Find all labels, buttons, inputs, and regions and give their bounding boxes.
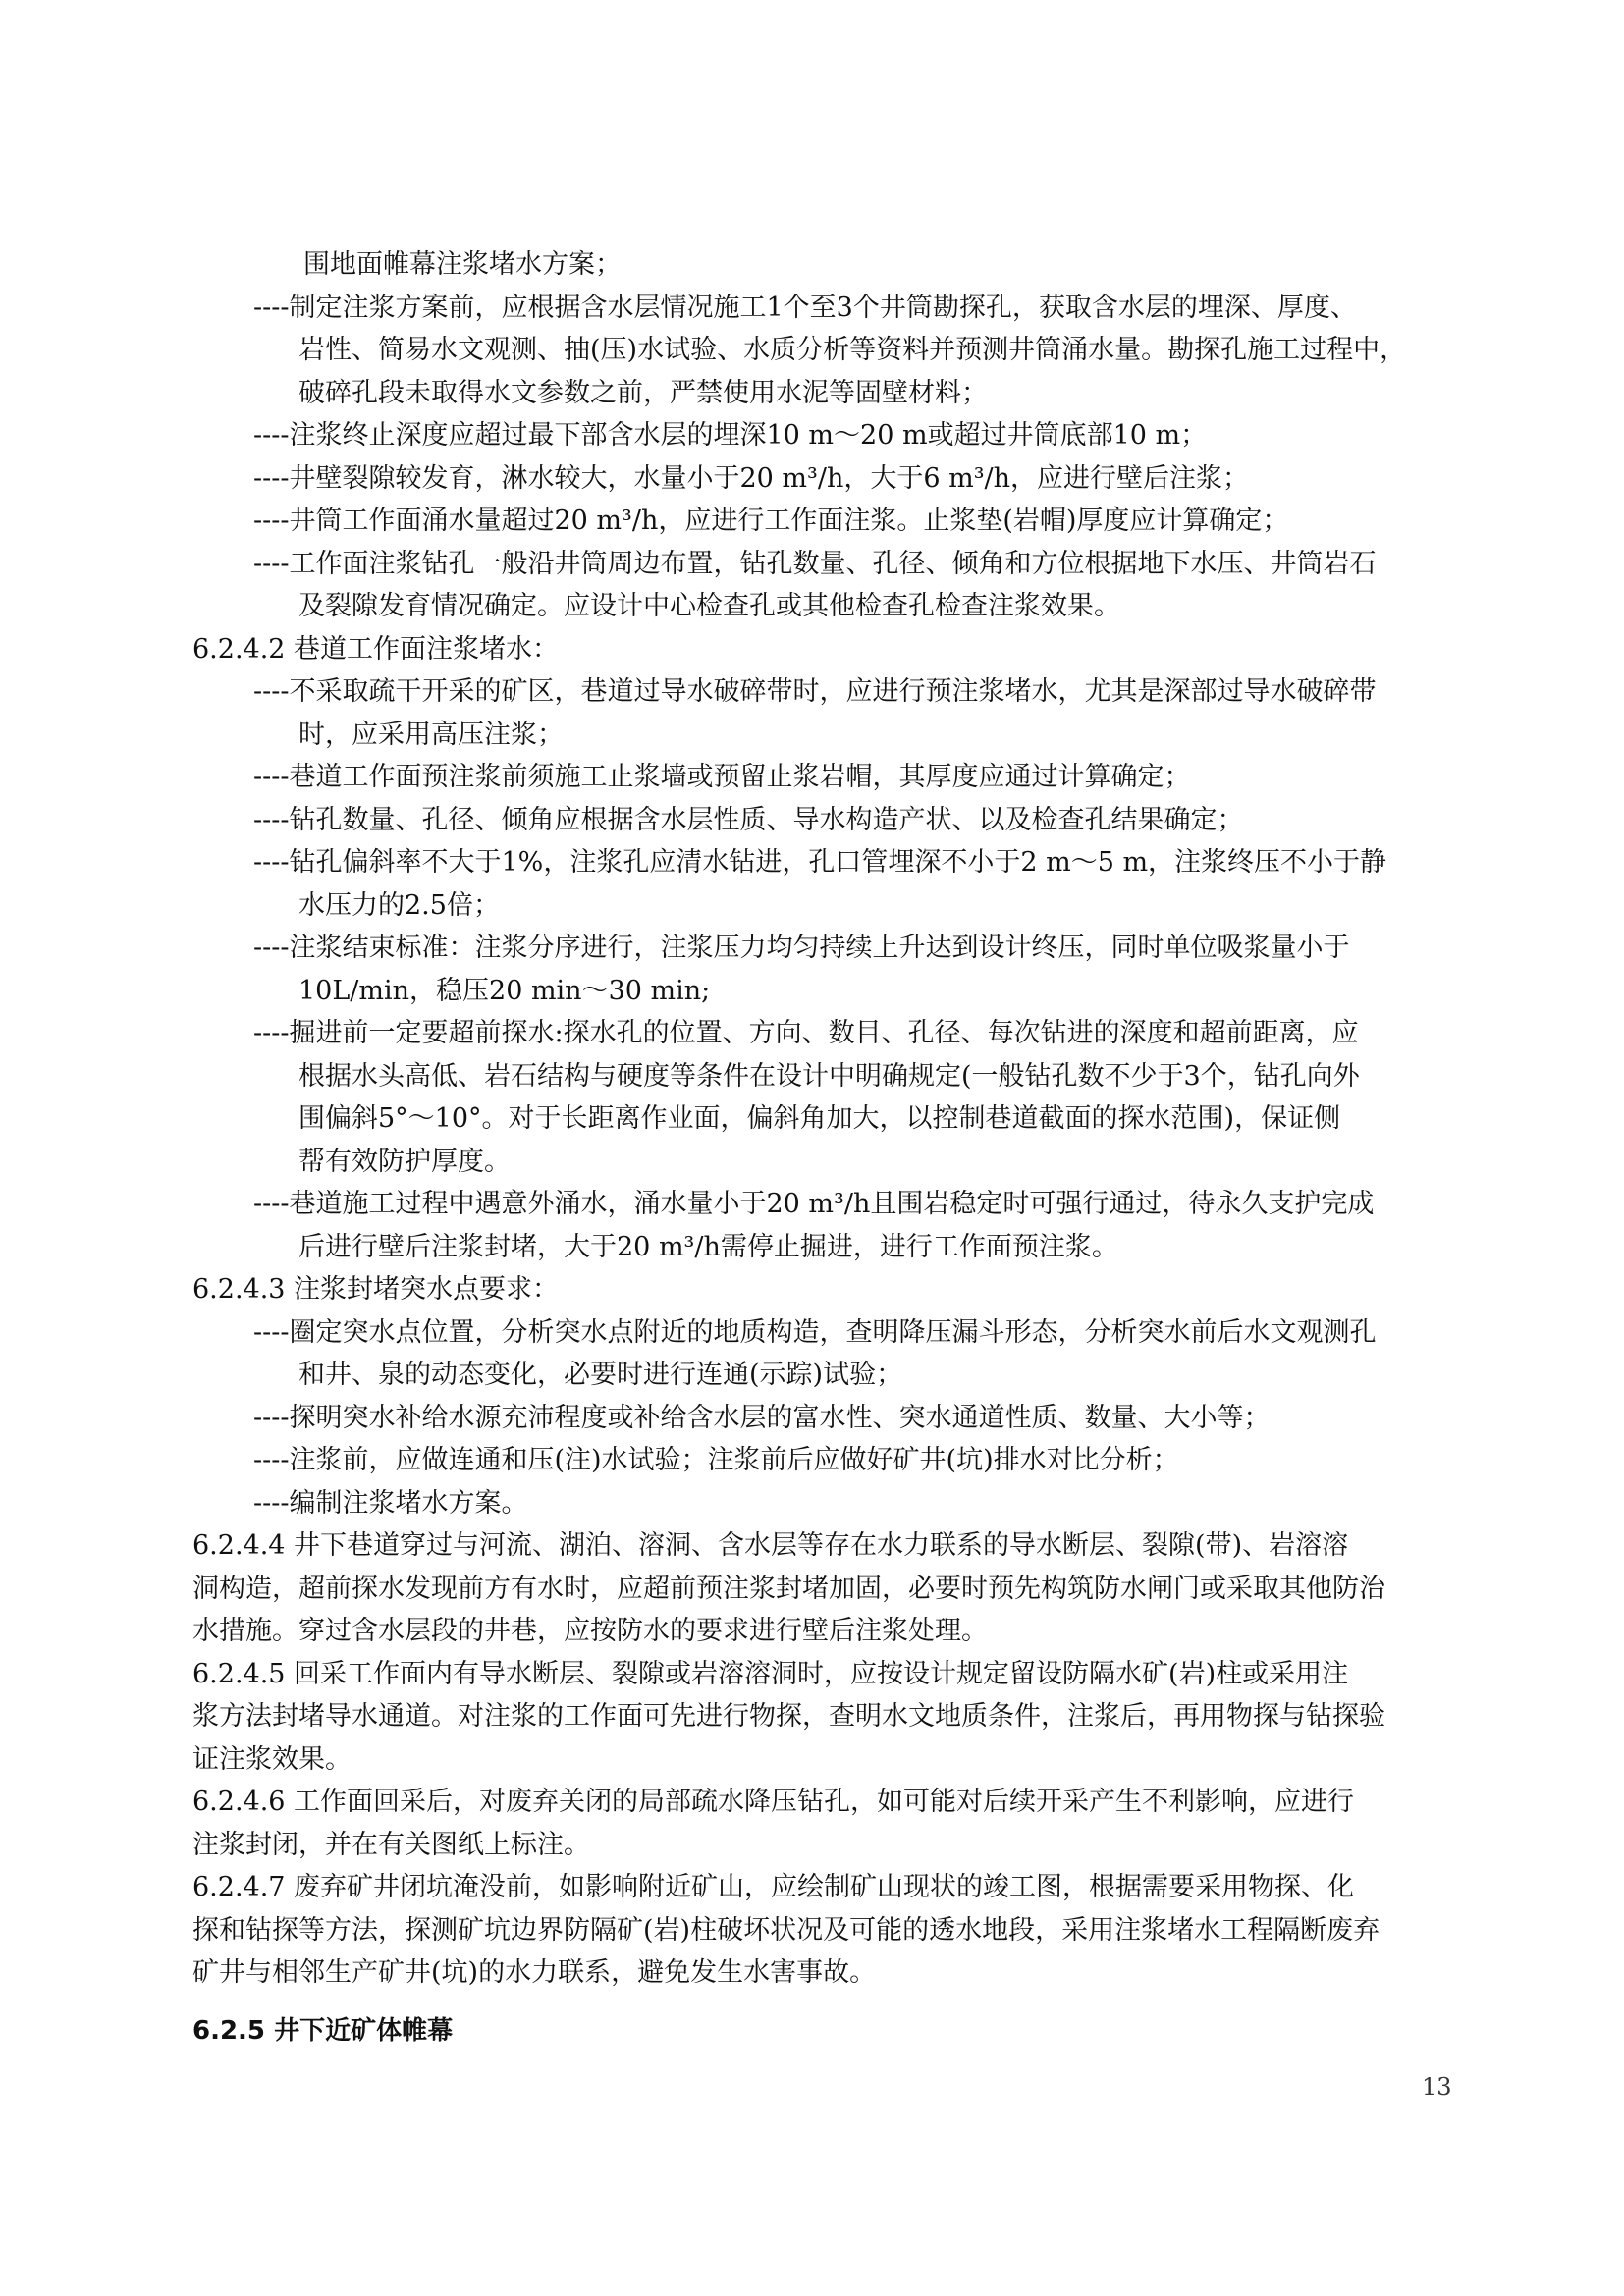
text-line: ----注浆前，应做连通和压(注)水试验；注浆前后应做好矿井(坑)排水对比分析； bbox=[253, 1445, 1179, 1475]
text-line: 水措施。穿过含水层段的井巷，应按防水的要求进行壁后注浆处理。 bbox=[192, 1616, 988, 1646]
text-line: 根据水头高低、岩石结构与硬度等条件在设计中明确规定(一般钻孔数不少于3个，钻孔向外 bbox=[298, 1060, 1360, 1092]
text-line: 证注浆效果。 bbox=[192, 1743, 352, 1775]
text-line: 6.2.4.5 回采工作面内有导水断层、裂隙或岩溶溶洞时，应按设计规定留设防隔水矿(岩)柱或采用注 bbox=[192, 1658, 1349, 1689]
text-line: ----注浆结束标准：注浆分序进行，注浆压力均匀持续上升达到设计终压，同时单位吸浆量小于 bbox=[253, 933, 1350, 963]
page-number: 13 bbox=[1422, 2073, 1452, 2101]
text-line: 矿井与相邻生产矿井(坑)的水力联系，避免发生水害事故。 bbox=[192, 1957, 877, 1988]
text-line: ----探明突水补给水源充沛程度或补给含水层的富水性、突水通道性质、数量、大小等； bbox=[253, 1402, 1271, 1433]
text-line: ----不采取疏干开采的矿区，巷道过导水破碎带时，应进行预注浆堵水，尤其是深部过导水破碎带 bbox=[253, 676, 1377, 707]
text-line: ----工作面注浆钻孔一般沿井筒周边布置，钻孔数量、孔径、倾角和方位根据地下水压、井筒岩石 bbox=[253, 548, 1377, 579]
text-line: ----钻孔数量、孔径、倾角应根据含水层性质、导水构造产状、以及检查孔结果确定； bbox=[253, 804, 1244, 835]
text-line: 6.2.4.4 井下巷道穿过与河流、湖泊、溶洞、含水层等存在水力联系的导水断层、裂隙(带)、岩溶溶 bbox=[192, 1530, 1349, 1561]
text-line: 6.2.4.2 巷道工作面注浆堵水： bbox=[192, 633, 560, 665]
section-heading: 6.2.5 井下近矿体帷幕 bbox=[192, 2015, 454, 2046]
text-line: ----井壁裂隙较发育，淋水较大，水量小于20 m³/h，大于6 m³/h，应进行壁后注浆； bbox=[253, 462, 1250, 494]
text-line: 及裂隙发育情况确定。应设计中心检查孔或其他检查孔检查注浆效果。 bbox=[298, 591, 1120, 621]
text-line: 和井、泉的动态变化，必要时进行连通(示踪)试验； bbox=[298, 1360, 903, 1390]
text-line: ----巷道工作面预注浆前须施工止浆墙或预留止浆岩帽，其厚度应通过计算确定； bbox=[253, 762, 1191, 792]
text-line: 帮有效防护厚度。 bbox=[298, 1146, 511, 1177]
text-line: 后进行壁后注浆封堵，大于20 m³/h需停止掘进，进行工作面预注浆。 bbox=[298, 1231, 1118, 1262]
text-line: 探和钻探等方法，探测矿坑边界防隔矿(岩)柱破坏状况及可能的透水地段，采用注浆堵水工程隔断废弃 bbox=[192, 1914, 1380, 1946]
text-line: 洞构造，超前探水发现前方有水时，应超前预注浆封堵加固，必要时预先构筑防水闸门或采取其他防治 bbox=[192, 1573, 1385, 1604]
text-line: 10L/min，稳压20 min～30 min; bbox=[298, 975, 711, 1006]
text-line: 时，应采用高压注浆； bbox=[298, 719, 564, 750]
text-line: 围偏斜5°～10°。对于长距离作业面，偏斜角加大，以控制巷道截面的探水范围)，保证侧 bbox=[298, 1103, 1341, 1134]
text-line: ----井筒工作面涌水量超过20 m³/h，应进行工作面注浆。止浆垫(岩帽)厚度应计算确定； bbox=[253, 506, 1289, 536]
document-body bbox=[192, 243, 1469, 2053]
text-line: 注浆封闭，并在有关图纸上标注。 bbox=[192, 1829, 590, 1860]
text-line: 岩性、简易水文观测、抽(压)水试验、水质分析等资料并预测井筒涌水量。勘探孔施工过程中， bbox=[298, 335, 1407, 365]
text-line: 浆方法封堵导水通道。对注浆的工作面可先进行物探，查明水文地质条件，注浆后，再用物探与钻探验 bbox=[192, 1701, 1385, 1732]
text-line: ----注浆终止深度应超过最下部含水层的埋深10 m～20 m或超过井筒底部10 m； bbox=[253, 420, 1208, 451]
text-line: ----巷道施工过程中遇意外涌水，涌水量小于20 m³/h且围岩稳定时可强行通过，待永久支护完成 bbox=[253, 1189, 1375, 1219]
text-line: 6.2.4.7 废弃矿井闭坑淹没前，如影响附近矿山，应绘制矿山现状的竣工图，根据需要采用物探、化 bbox=[192, 1872, 1355, 1902]
text-line: 6.2.4.3 注浆封堵突水点要求： bbox=[192, 1274, 560, 1305]
text-line: ----钻孔偏斜率不大于1%，注浆孔应清水钻进，孔口管埋深不小于2 m～5 m，注浆终压不小于静 bbox=[253, 847, 1387, 878]
text-line: 围地面帷幕注浆堵水方案； bbox=[303, 249, 622, 280]
text-line: ----制定注浆方案前，应根据含水层情况施工1个至3个井筒勘探孔，获取含水层的埋深、厚度、 bbox=[253, 292, 1357, 323]
text-line: ----掘进前一定要超前探水:探水孔的位置、方向、数目、孔径、每次钻进的深度和超前距离，应 bbox=[253, 1018, 1359, 1048]
text-line: ----圈定突水点位置，分析突水点附近的地质构造，查明降压漏斗形态，分析突水前后水文观测孔 bbox=[253, 1316, 1377, 1348]
text-line: ----编制注浆堵水方案。 bbox=[253, 1487, 528, 1519]
text-line: 水压力的2.5倍； bbox=[298, 889, 500, 921]
text-line: 破碎孔段未取得水文参数之前，严禁使用水泥等固壁材料； bbox=[298, 377, 988, 408]
text-line: 6.2.4.6 工作面回采后，对废弃关闭的局部疏水降压钻孔，如可能对后续开采产生不利影响，应进行 bbox=[192, 1787, 1355, 1817]
